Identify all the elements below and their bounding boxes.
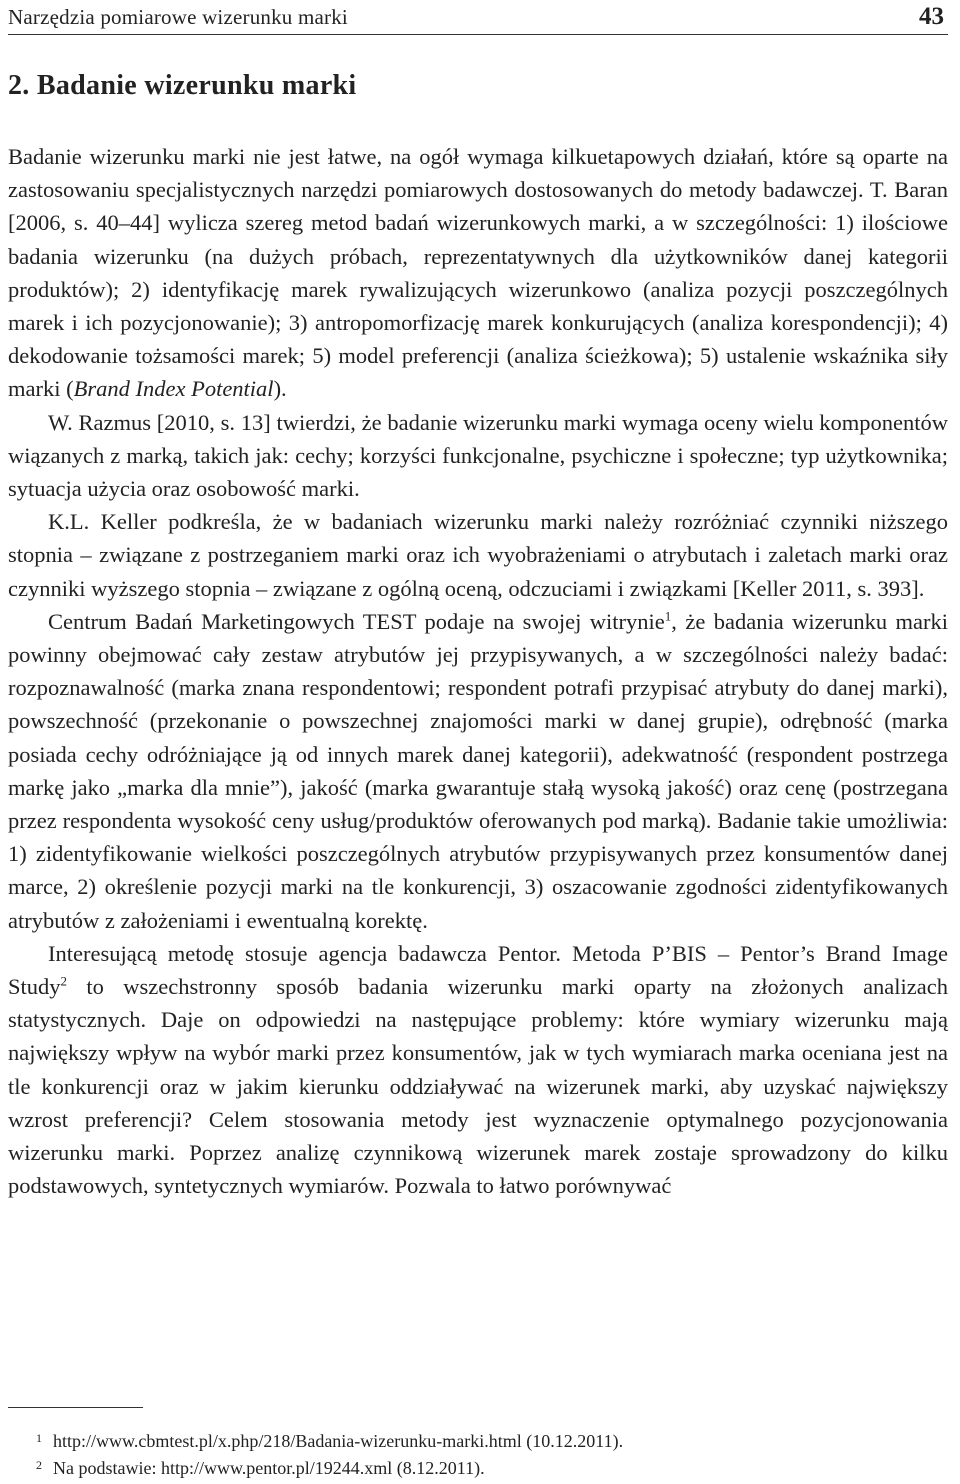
footnote-text: http://www.cbmtest.pl/x.php/218/Badania-wizerunku-marki.html (10.12.2011).	[53, 1431, 624, 1451]
brand-index-potential-term: Brand Index Potential	[73, 376, 274, 402]
footnote-text: Na podstawie: http://www.pentor.pl/19244.xml (8.12.2011).	[53, 1458, 485, 1478]
paragraph-5: Interesującą metodę stosuje agencja badawcza Pentor. Metoda P’BIS – Pentor’s Brand Image Study$^2$ to wszechstronny sposób badania wizerunku marki oparty na złożonych analizach statystycznych. Daje on odpowiedzi na następujące problemy: które wymiary wizerunku mają największy wpływ na wybór marki przez konsumentów, jak w tych wymiarach marka oceniana jest na tle konkurencji oraz w jakim kierunku oddziaływać na wizerunek marki, aby uzyskać największy wzrost preferencji? Celem stosowania metody jest wyznaczenie optymalnego pozycjonowania wizerunku marki. Poprzez analizę czynnikową wizerunek marek zostaje sprowadzony do kilku podstawowych, syntetycznych wymiarów. Pozwala to łatwo porównywać	[8, 940, 948, 1199]
footnote-number: 1	[36, 1431, 42, 1445]
paragraph-2: W. Razmus [2010, s. 13] twierdzi, że badanie wizerunku marki wymaga oceny wielu komponentów wiązanych z marką, takich jak: cechy; korzyści funkcjonalne, psychiczne i społeczne; typ użytkownika; sytuacja użycia oraz osobowość marki.	[8, 409, 948, 502]
footnote-ref-2[interactable]: 2	[60, 973, 68, 989]
page-number: 43	[919, 3, 944, 30]
paragraph-1: Badanie wizerunku marki nie jest łatwe, na ogół wymaga kilkuetapowych działań, które są oparte na zastosowaniu specjalistycznych narzędzi pomiarowych dostosowanych do metody badawczej. T. Baran [2006, s. 40–44] wylicza szereg metod badań wizerunkowych marki, a w szczególności: 1) ilościowe badania wizerunku (na dużych próbach, reprezentatywnych dla użytkowników danej kategorii produktów); 2) identyfikację marek rywalizujących wizerunkowo (analiza pozycji poszczególnych marek i ich pozycjonowanie); 3) antropomorfizację marek konkurujących (analiza korespondencji); 4) dekodowanie tożsamości marek; 5) model preferencji (analiza ścieżkowa); 5) ustalenie wskaźnika siły marki (Brand Index Potential).	[8, 144, 948, 402]
footnotes	[8, 1428, 948, 1482]
paragraph-4: Centrum Badań Marketingowych TEST podaje na swojej witrynie$^1$, że badania wizerunku marki powinny obejmować cały zestaw atrybutów jej przypisywanych, a w szczególności należy badać: rozpoznawalność (marka znana respondentowi; respondent potrafi przypisać atrybuty do danej marki), powszechność (przekonanie o powszechnej znajomości marki w danej grupie), odrębność (marka posiada cechy odróżniające ją od innych marek danej kategorii), adekwatność (respondent postrzega markę jako „marka dla mnie”), jakość (marka gwarantuje stałą wysoką jakość) oraz cenę (postrzegana przez respondenta wysokość ceny usług/produktów oferowanych pod marką). Badanie takie umożliwia: 1) zidentyfikowanie wielkości poszczególnych atrybutów przypisywanych przez konsumentów danej marce, 2) określenie pozycji marki na tle konkurencji, 3) oszacowanie zgodności zidentyfikowanych atrybutów z założeniami i ewentualną korektę.	[8, 608, 948, 933]
running-header-title: Narzędzia pomiarowe wizerunku marki	[8, 5, 348, 29]
paragraph-3: K.L. Keller podkreśla, że w badaniach wizerunku marki należy rozróżniać czynniki niższego stopnia – związane z postrzeganiem marki oraz ich wyobrażeniami o atrybutach i zaletach marki oraz czynniki wyższego stopnia – związane z ogólną oceną, odczuciami i związkami [Keller 2011, s. 393].	[8, 509, 948, 601]
running-header	[8, 0, 948, 35]
footnote-1	[8, 1428, 948, 1455]
footnote-2	[8, 1455, 948, 1482]
footnote-number: 2	[36, 1458, 42, 1472]
body-text	[8, 140, 948, 1203]
footnote-separator	[8, 1407, 143, 1408]
section-title: 2. Badanie wizerunku marki	[8, 70, 357, 101]
footnote-ref-1[interactable]: 1	[664, 608, 672, 624]
